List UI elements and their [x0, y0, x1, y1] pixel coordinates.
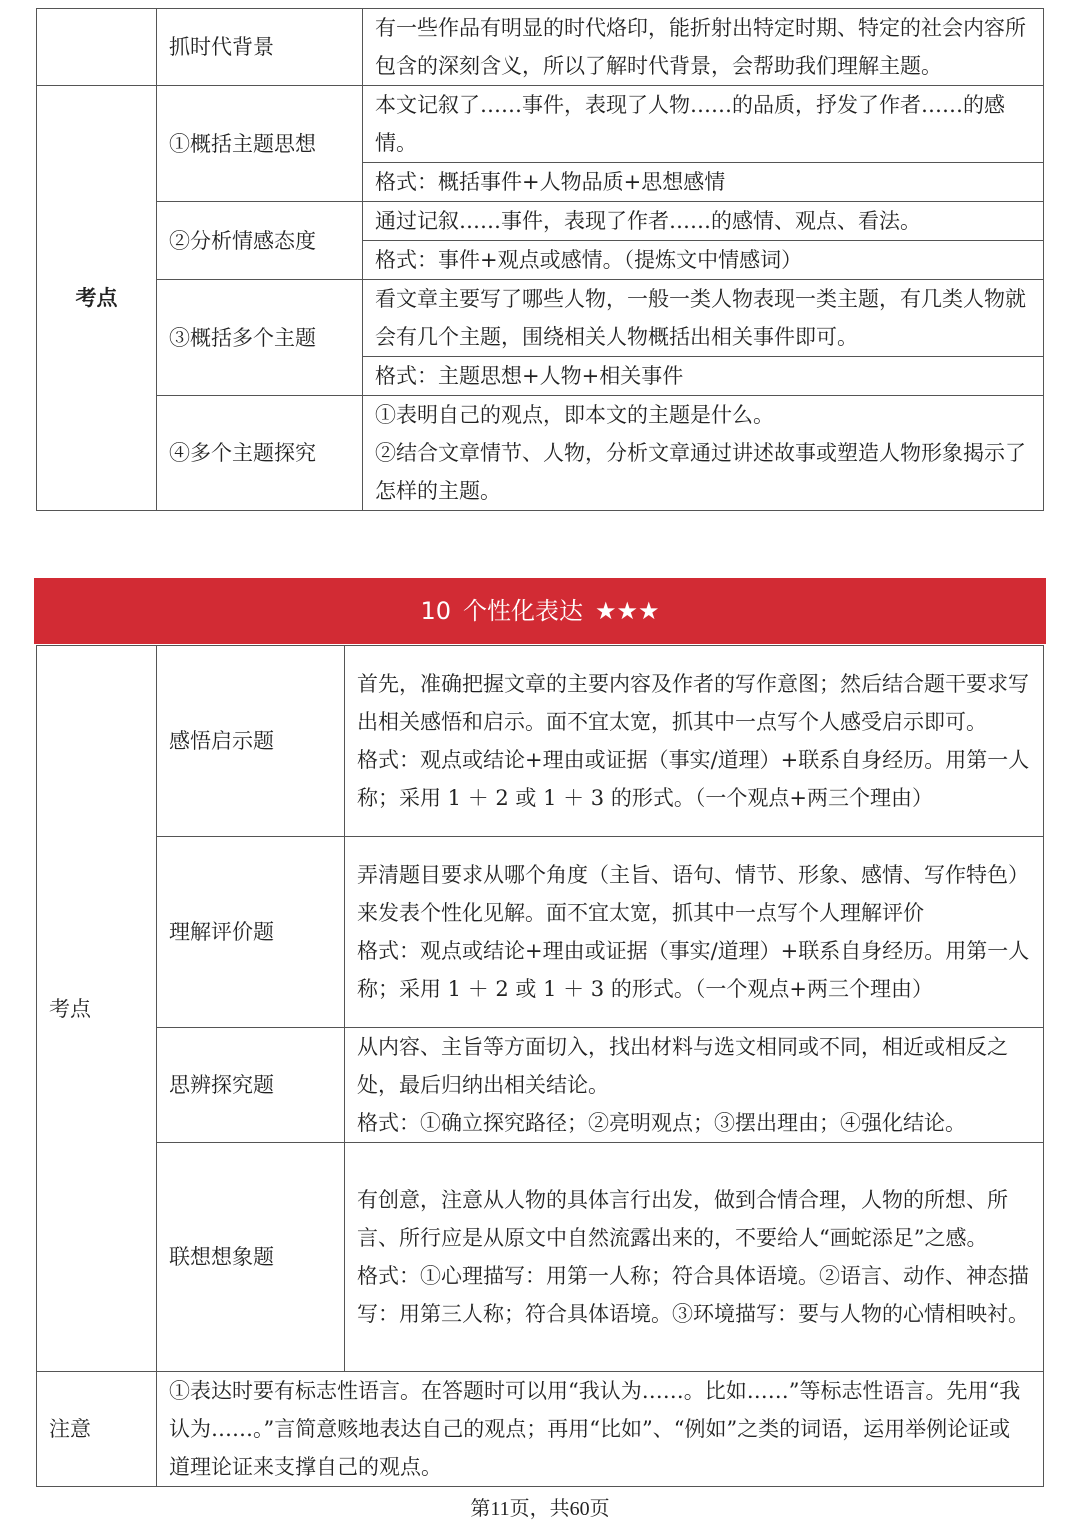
table-row	[37, 837, 1044, 1028]
note-text: ①表达时要有标志性语言。在答题时可以用“我认为……。比如……”等标志性语言。先用“我认为……。”言简意赅地表达自己的观点；再用“比如”、“例如”之类的词语，运用举例论证或道理论证来支撑自己的观点。	[157, 1372, 1044, 1487]
row-text: 通过记叙……事件，表现了作者……的感情、观点、看法。	[363, 202, 1044, 241]
table-row	[37, 9, 1044, 86]
row-format: 格式：概括事件+人物品质+思想感情	[363, 163, 1044, 202]
row-label: 感悟启示题	[157, 646, 345, 837]
table-row	[37, 1028, 1044, 1143]
row-label: ②分析情感态度	[157, 202, 363, 280]
table-row	[37, 280, 1044, 357]
table-row	[37, 1143, 1044, 1372]
row-label: ①概括主题思想	[157, 86, 363, 202]
note-label: 注意	[37, 1372, 157, 1487]
section-title: 个性化表达	[463, 597, 583, 625]
row-label: ③概括多个主题	[157, 280, 363, 396]
row-text: ①表明自己的观点，即本文的主题是什么。 ②结合文章情节、人物，分析文章通过讲述故事或塑造人物形象揭示了怎样的主题。	[363, 396, 1044, 511]
star-rating: ★★★	[595, 597, 660, 625]
row-label: 思辨探究题	[157, 1028, 345, 1143]
row-text: 首先，准确把握文章的主要内容及作者的写作意图；然后结合题干要求写出相关感悟和启示。面不宜太宽，抓其中一点写个人感受启示即可。 格式：观点或结论+理由或证据（事实/道理）+联系自身经历。用第一人称；采用 1 ＋ 2 或 1 ＋ 3 的形式。（一个观点+两三个理由）	[345, 646, 1044, 837]
table-row	[37, 396, 1044, 511]
empty-cell	[37, 9, 157, 86]
kaodian-label: 考点	[37, 86, 157, 511]
row-text: 本文记叙了……事件，表现了人物……的品质，抒发了作者……的感情。	[363, 86, 1044, 163]
page-number: 第11页，共60页	[470, 1498, 610, 1520]
row-label: 理解评价题	[157, 837, 345, 1028]
table-row	[37, 646, 1044, 837]
row-format: 格式：主题思想+人物+相关事件	[363, 357, 1044, 396]
table-row	[37, 202, 1044, 241]
row-text: 看文章主要写了哪些人物，一般一类人物表现一类主题，有几类人物就会有几个主题，围绕相关人物概括出相关事件即可。	[363, 280, 1044, 357]
section-banner	[34, 578, 1046, 644]
row-text: 弄清题目要求从哪个角度（主旨、语句、情节、形象、感情、写作特色）来发表个性化见解。面不宜太宽，抓其中一点写个人理解评价 格式：观点或结论+理由或证据（事实/道理）+联系自身经历。用第一人称；采用 1 ＋ 2 或 1 ＋ 3 的形式。（一个观点+两三个理由）	[345, 837, 1044, 1028]
row-label: 联想想象题	[157, 1143, 345, 1372]
table-row	[37, 86, 1044, 163]
row-format: 格式：事件+观点或感情。（提炼文中情感词）	[363, 241, 1044, 280]
kaodian-label: 考点	[37, 646, 157, 1372]
expression-table	[36, 645, 1044, 1487]
table-row	[37, 1372, 1044, 1487]
section-number: 10	[420, 597, 451, 625]
row-label: 抓时代背景	[157, 9, 363, 86]
row-label: ④多个主题探究	[157, 396, 363, 511]
row-text: 有创意，注意从人物的具体言行出发，做到合情合理，人物的所想、所言、所行应是从原文中自然流露出来的，不要给人“画蛇添足”之感。 格式：①心理描写：用第一人称；符合具体语境。②语言、动作、神态描写：用第三人称；符合具体语境。③环境描写：要与人物的心情相映衬。	[345, 1143, 1044, 1372]
row-text: 从内容、主旨等方面切入，找出材料与选文相同或不同，相近或相反之处，最后归纳出相关结论。 格式：①确立探究路径；②亮明观点；③摆出理由；④强化结论。	[345, 1028, 1044, 1143]
theme-table	[36, 8, 1044, 511]
row-text: 有一些作品有明显的时代烙印，能折射出特定时期、特定的社会内容所包含的深刻含义，所以了解时代背景，会帮助我们理解主题。	[363, 9, 1044, 86]
